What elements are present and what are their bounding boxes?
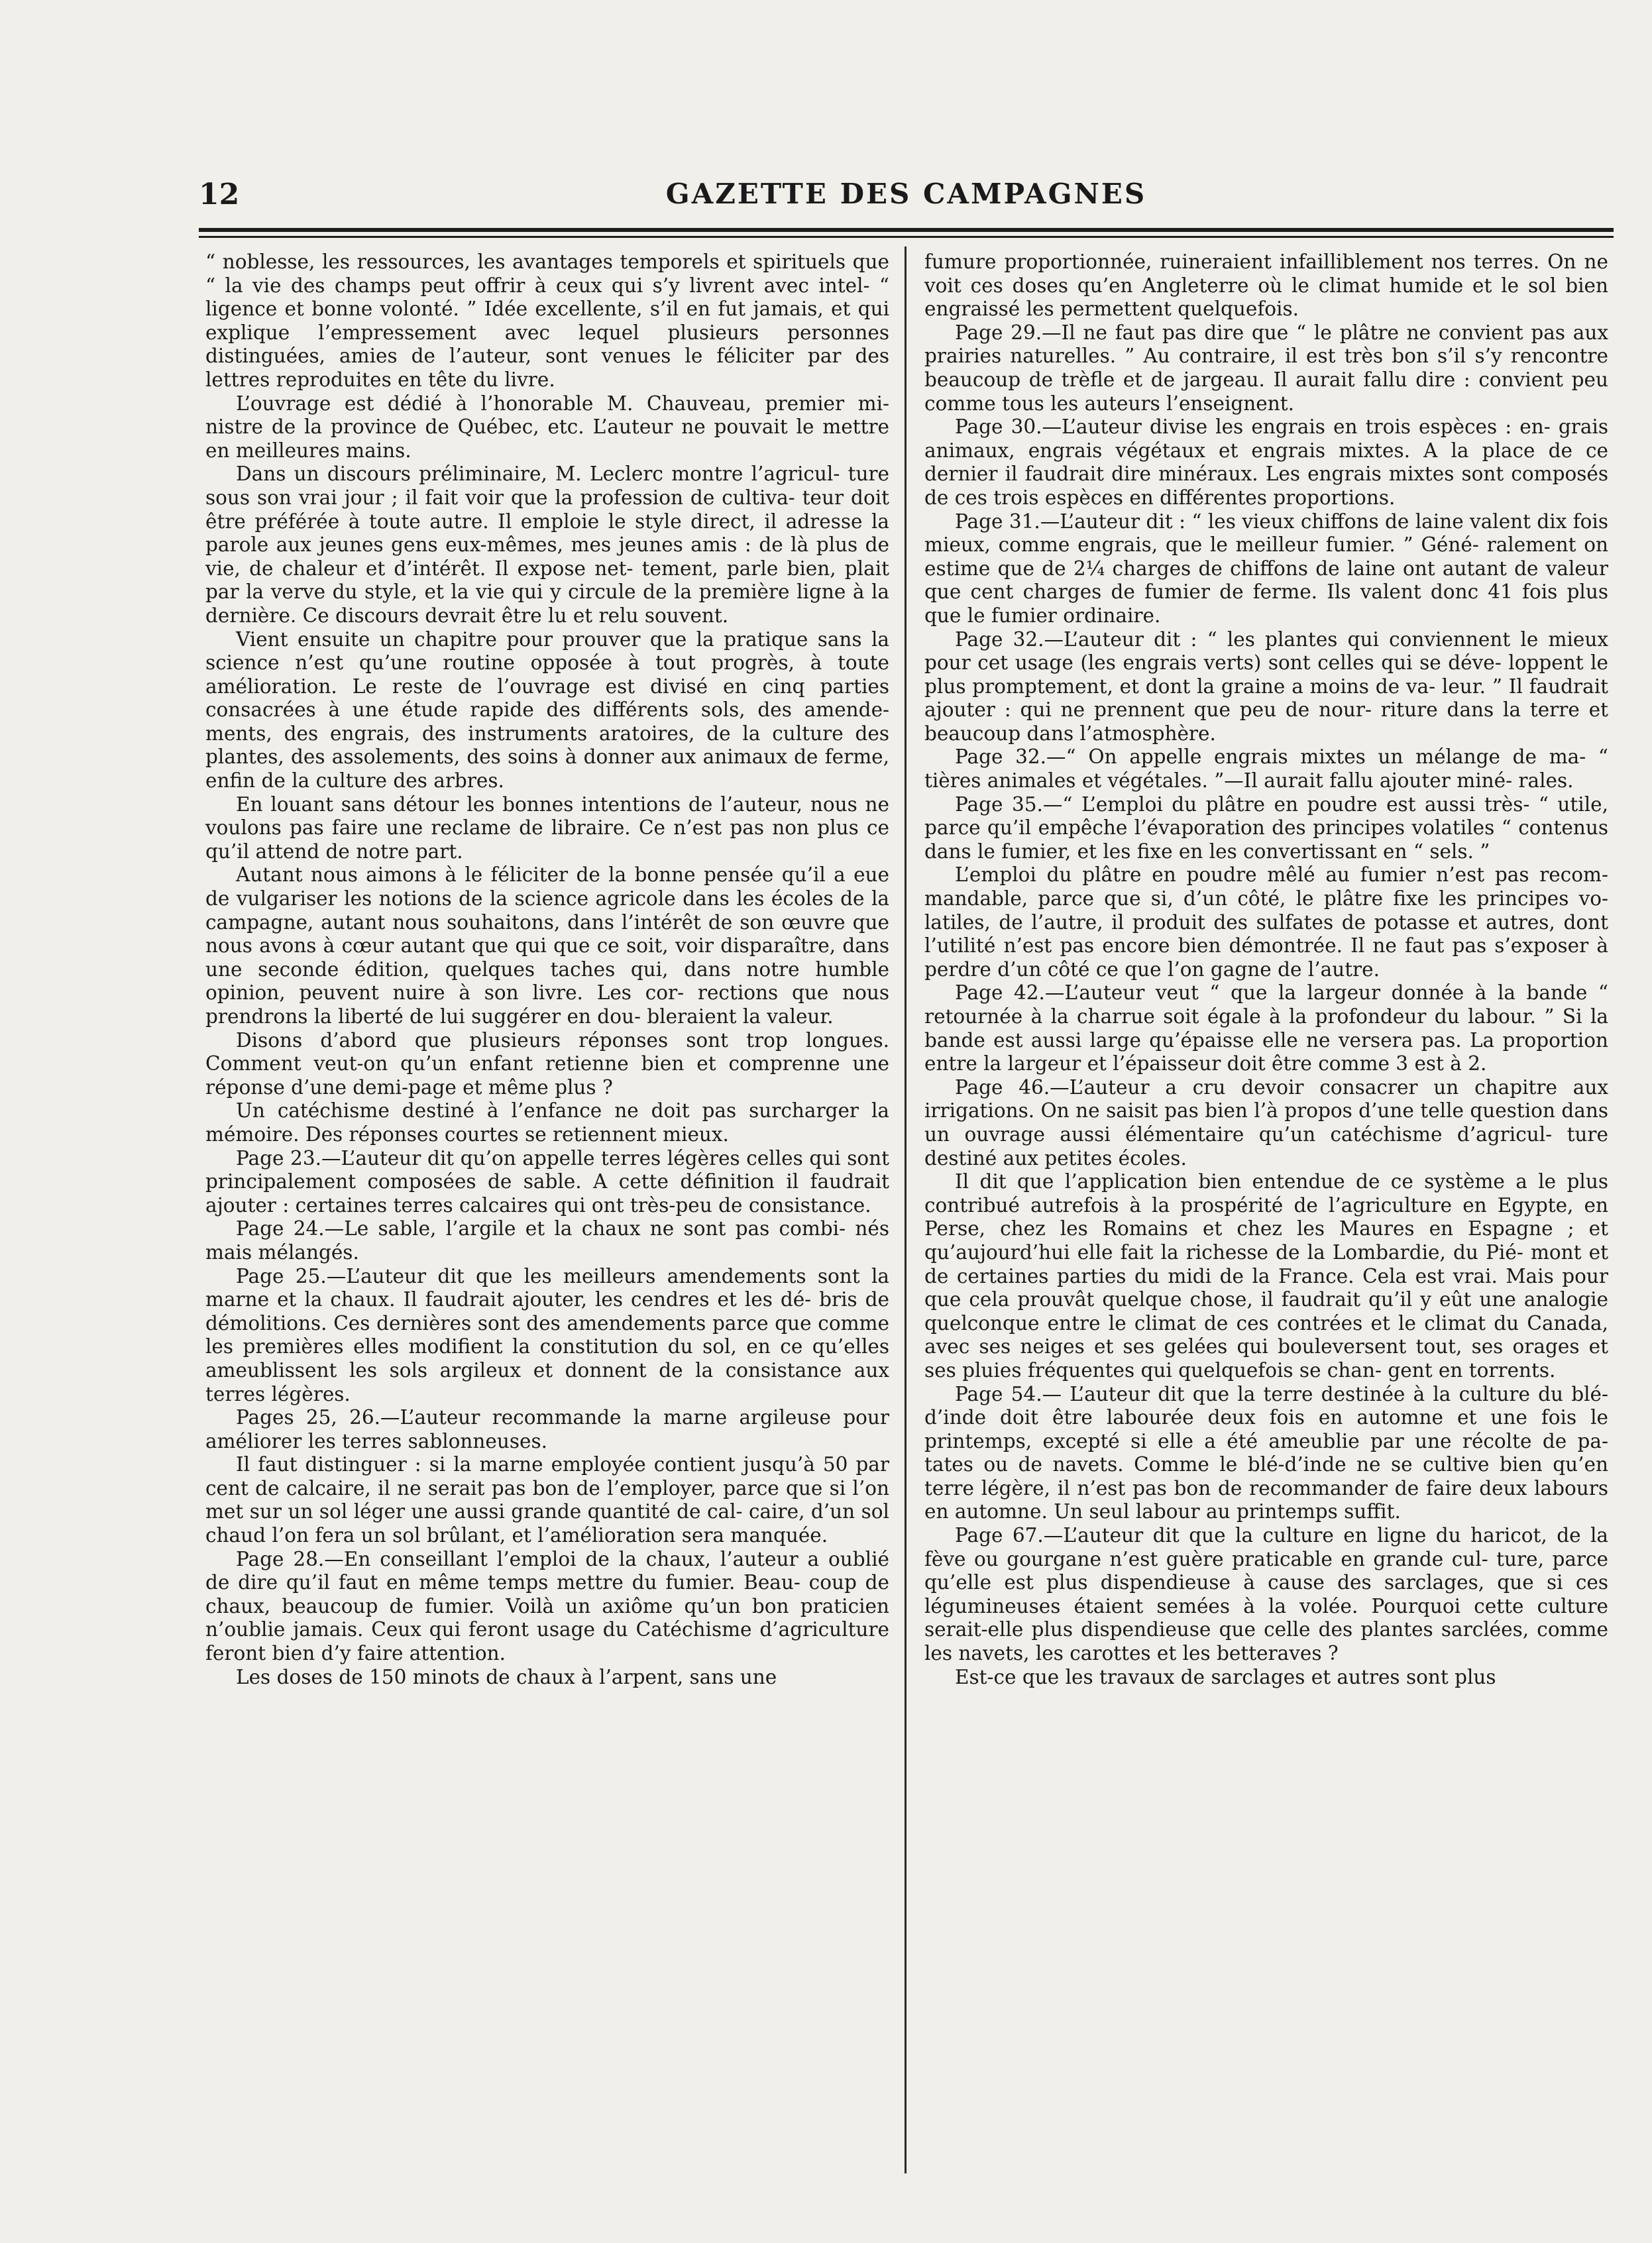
header-rule-thin: [199, 236, 1614, 238]
paragraph: Pages 25, 26.—L’auteur recommande la marne argileuse pour améliorer les terres sablonneuses.: [205, 1406, 889, 1452]
page-header: [199, 178, 1614, 217]
header-rule-thick: [199, 228, 1614, 232]
paragraph: Les doses de 150 minots de chaux à l’arpent, sans une: [236, 1665, 777, 1688]
paragraph: Vient ensuite un chapitre pour prouver que la pratique sans la science n’est qu’une routine opposée à tout progrès, à toute amélioration. Le reste de l’ouvrage est divisé en cinq parties consacrées à une étude rapide des différents sols, des amende- ments, des engrais, des instruments aratoires, de la culture des plantes, des assolements, des soins à donner aux animaux de ferme, enfin de la culture des arbres.: [205, 628, 889, 793]
paragraph: Page 28.—En conseillant l’emploi de la chaux, l’auteur a oublié de dire qu’il faut en même temps mettre du fumier. Beau- coup de chaux, beaucoup de fumier. Voilà un axiôme qu’un bon praticien n’oublie jamais. Ceux qui feront usage du Catéchisme d’agriculture feront bien d’y faire attention.: [205, 1547, 889, 1665]
paragraph: Page 32.—L’auteur dit : “ les plantes qui conviennent le mieux pour cet usage (les engrais verts) sont celles qui se déve- loppent le plus promptement, et dont la graine a moins de va- leur. ” Il faudrait ajouter : qui ne prennent que peu de nour- riture dans la terre et beaucoup dans l’atmosphère.: [924, 628, 1608, 745]
paragraph: Il faut distinguer : si la marne employée contient jusqu’à 50 par cent de calcaire, il ne serait pas bon de l’employer, parce que si l’on met sur un sol léger une aussi grande quantité de cal- caire, d’un sol chaud l’on fera un sol brûlant, et l’amélioration sera manquée.: [205, 1453, 889, 1547]
paragraph: “ noblesse, les ressources, les avantages temporels et spirituels que “ la vie des champs peut offrir à ceux qui s’y livrent avec intel- “ ligence et bonne volonté. ” Idée excellente, s’il en fut jamais, et qui explique l’empressement avec lequel plusieurs personnes distinguées, amies de l’auteur, sont venues le féliciter par des lettres reproduites en tête du livre.: [205, 250, 889, 391]
paragraph: Page 23.—L’auteur dit qu’on appelle terres légères celles qui sont principalement composées de sable. A cette définition il faudrait ajouter : certaines terres calcaires qui ont très-peu de consistance.: [205, 1146, 889, 1217]
running-title: GAZETTE DES CAMPAGNES: [665, 178, 1147, 210]
paragraph: Page 24.—Le sable, l’argile et la chaux ne sont pas combi- nés mais mélangés.: [205, 1217, 889, 1264]
paragraph: Page 31.—L’auteur dit : “ les vieux chiffons de laine valent dix fois mieux, comme engrais, que le meilleur fumier. ” Géné- ralement on estime que de 2¼ charges de chiffons de laine ont autant de valeur que cent charges de fumier de ferme. Ils valent donc 41 fois plus que le fumier ordinaire.: [924, 510, 1608, 627]
paragraph: Page 25.—L’auteur dit que les meilleurs amendements sont la marne et la chaux. Il faudrait ajouter, les cendres et les dé- bris de démolitions. Ces dernières sont des amendements parce que comme les premières elles modifient la constitution du sol, en ce qu’elles ameublissent les sols argileux et donnent de la consistance aux terres légères.: [205, 1264, 889, 1405]
paragraph: Page 29.—Il ne faut pas dire que “ le plâtre ne convient pas aux prairies naturelles. ” Au contraire, il est très bon s’il s’y rencontre beaucoup de trèfle et de jargeau. Il aurait fallu dire : convient peu comme tous les auteurs l’enseignent.: [924, 321, 1608, 415]
paragraph: Page 30.—L’auteur divise les engrais en trois espèces : en- grais animaux, engrais végétaux et engrais mixtes. A la place de ce dernier il faudrait dire minéraux. Les engrais mixtes sont composés de ces trois espèces en différentes proportions.: [924, 415, 1608, 509]
paragraph: Est-ce que les travaux de sarclages et autres sont plus: [955, 1665, 1496, 1688]
paragraph: Page 46.—L’auteur a cru devoir consacrer un chapitre aux irrigations. On ne saisit pas bien l’à propos d’une telle question dans un ouvrage aussi élémentaire qu’un catéchisme d’agricul- ture destiné aux petites écoles.: [924, 1075, 1608, 1170]
paragraph: L’ouvrage est dédié à l’honorable M. Chauveau, premier mi- nistre de la province de Québec, etc. L’auteur ne pouvait le mettre en meilleures mains.: [205, 392, 889, 462]
paragraph: Dans un discours préliminaire, M. Leclerc montre l’agricul- ture sous son vrai jour ; il fait voir que la profession de cultiva- teur doit être préférée à toute autre. Il emploie le style direct, il adresse la parole aux jeunes gens eux-mêmes, mes jeunes amis : de là plus de vie, de chaleur et d’intérêt. Il expose net- tement, parle bien, plait par la verve du style, et la vie qui y circule de la première ligne à la dernière. Ce discours devrait être lu et relu souvent.: [205, 463, 889, 627]
paragraph: Page 32.—“ On appelle engrais mixtes un mélange de ma- “ tières animales et végétales. ”—Il aurait fallu ajouter miné- rales.: [924, 745, 1608, 793]
paragraph: Page 67.—L’auteur dit que la culture en ligne du haricot, de la fève ou gourgane n’est guère praticable en grande cul- ture, parce qu’elle est plus dispendieuse à cause des sarclages, que si ces légumineuses étaient semées à la volée. Pourquoi cette culture serait-elle plus dispendieuse que celle des plantes sarclées, comme les navets, les carottes et les betteraves ?: [924, 1524, 1608, 1665]
right-column: [924, 250, 1608, 1689]
paragraph: Page 54.— L’auteur dit que la terre destinée à la culture du blé-d’inde doit être labourée deux fois en automne et une fois le printemps, excepté si elle a été ameublie par une récolte de pa- tates ou de navets. Comme le blé-d’inde ne se cultive bien qu’en terre légère, il n’est pas bon de recommander de faire deux labours en automne. Un seul labour au printemps suffit.: [924, 1382, 1608, 1523]
paragraph: Disons d’abord que plusieurs réponses sont trop longues. Comment veut-on qu’un enfant retienne bien et comprenne une réponse d’une demi-page et même plus ?: [205, 1028, 889, 1099]
page-number: 12: [199, 178, 240, 211]
paragraph: En louant sans détour les bonnes intentions de l’auteur, nous ne voulons pas faire une reclame de libraire. Ce n’est pas non plus ce qu’il attend de notre part.: [205, 793, 889, 863]
paragraph: Page 35.—“ L’emploi du plâtre en poudre est aussi très- “ utile, parce qu’il empêche l’évaporation des principes volatiles “ contenus dans le fumier, et les fixe en les convertissant en “ sels. ”: [924, 793, 1608, 863]
paragraph: Page 42.—L’auteur veut “ que la largeur donnée à la bande “ retournée à la charrue soit égale à la profondeur du labour. ” Si la bande est aussi large qu’épaisse elle ne versera pas. La proportion entre la largeur et l’épaisseur doit être comme 3 est à 2.: [924, 981, 1608, 1075]
paragraph: L’emploi du plâtre en poudre mêlé au fumier n’est pas recom- mandable, parce que si, d’un côté, le plâtre fixe les principes vo- latiles, de l’autre, il produit des sulfates de potasse et autres, dont l’utilité n’est pas encore bien démontrée. Il ne faut pas s’exposer à perdre d’un côté ce que l’on gagne de l’autre.: [924, 863, 1608, 981]
column-divider: [905, 246, 907, 2173]
paragraph: Un catéchisme destiné à l’enfance ne doit pas surcharger la mémoire. Des réponses courtes se retiennent mieux.: [205, 1099, 889, 1146]
paragraph: Autant nous aimons à le féliciter de la bonne pensée qu’il a eue de vulgariser les notions de la science agricole dans les écoles de la campagne, autant nous souhaitons, dans l’intérêt de son œuvre que nous avons à cœur autant que qui que ce soit, voir disparaître, dans une seconde édition, quelques taches qui, dans notre humble opinion, peuvent nuire à son livre. Les cor- rections que nous prendrons la liberté de lui suggérer en dou- bleraient la valeur.: [205, 863, 889, 1028]
paragraph: fumure proportionnée, ruineraient infailliblement nos terres. On ne voit ces doses qu’en Angleterre où le climat humide et le sol bien engraissé les permettent quelquefois.: [924, 250, 1608, 321]
left-column: [205, 250, 889, 1689]
paragraph: Il dit que l’application bien entendue de ce système a le plus contribué autrefois à la prospérité de l’agriculture en Egypte, en Perse, chez les Romains et chez les Maures en Espagne ; et qu’aujourd’hui elle fait la richesse de la Lombardie, du Pié- mont et de certaines parties du midi de la France. Cela est vrai. Mais pour que cela prouvât quelque chose, il faudrait qu’il y eût une analogie quelconque entre le climat de ces contrées et le climat du Canada, avec ses neiges et ses gelées qui bouleversent tout, ses orages et ses pluies fréquentes qui quelquefois se chan- gent en torrents.: [924, 1170, 1608, 1382]
